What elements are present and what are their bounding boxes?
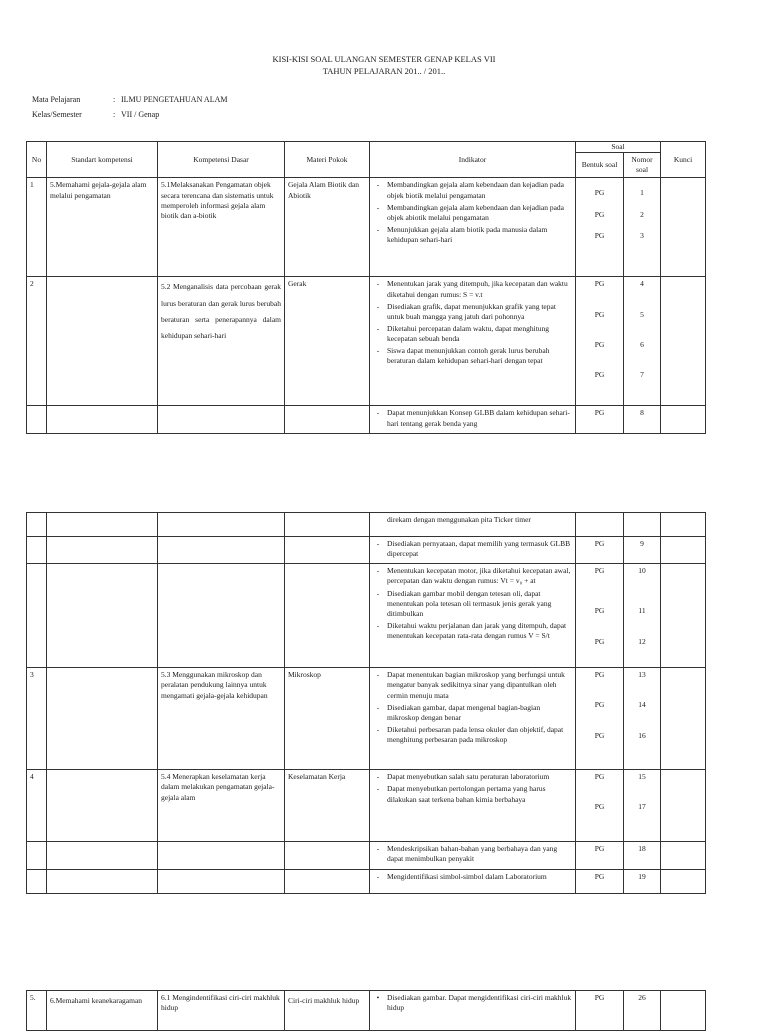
indikator-item: - Membandingkan gejala alam kebendaan dan kejadian pada objek biotik melalui pengamatan (376, 180, 565, 200)
standar-kompetensi (47, 668, 158, 770)
standar-kompetensi (47, 277, 158, 406)
kunci-cell (661, 277, 706, 406)
nomor-soal-cell: 4 5 6 7 (624, 277, 661, 406)
indikator-list (370, 564, 576, 668)
bentuk-soal-cell: PG PG PG (576, 564, 624, 668)
materi-pokok: Ciri-ciri makhluk hidup (285, 991, 370, 1031)
indikator-list (370, 537, 576, 564)
nomor-soal-cell: 19 (624, 869, 661, 893)
nomor-soal-cell: 9 (624, 537, 661, 564)
class-separator: : (113, 110, 116, 119)
indikator-item: - Siswa dapat menunjukkan contoh gerak lurus berubah beraturan dalam kehidupan sehari-hari dengan tepat (376, 346, 550, 366)
table-row (27, 564, 706, 668)
indikator-item: - Dapat menyebutkan pertolongan pertama yang harus dilakukan saat terkena bahan kimia berbahaya (376, 784, 546, 804)
row-no: 3 (27, 668, 47, 770)
row-no (27, 842, 47, 869)
indikator-item: - Diketahui percepatan dalam waktu, dapat menghitung kecepatan sebuah benda (376, 323, 550, 343)
nomor-soal-cell: 15 17 (624, 770, 661, 842)
indikator-item: - Membandingkan gejala alam kebendaan dan kejadian pada objek abiotik melalui pengamatan (376, 202, 565, 222)
bentuk-soal-cell: PG PG PG PG (576, 277, 624, 406)
col-soal: Soal (576, 142, 661, 153)
col-no: No (27, 142, 47, 178)
table-row (27, 842, 706, 869)
indikator-item: - Disediakan grafik, dapat menunjukkan grafik yang tepat untuk buah mangga yang jatuh dari pohonnya (376, 301, 556, 321)
kompetensi-dasar (158, 537, 285, 564)
nomor-soal-cell: 1 2 3 (624, 178, 661, 277)
col-indikator: Indikator (370, 142, 576, 178)
indikator-list (370, 842, 576, 869)
kompetensi-dasar (158, 406, 285, 433)
table-row (27, 513, 706, 537)
kompetensi-dasar: 6.1 Mengindentifikasi ciri-ciri makhluk hidup (158, 991, 285, 1031)
col-bentuk-soal: Bentuk soal (576, 153, 624, 178)
bentuk-soal-cell (576, 513, 624, 537)
indikator-item: - Diketahui perbesaran pada lensa okuler dan objektif, dapat menghitung perbesaran pada mikroskop (376, 724, 564, 744)
kompetensi-dasar (158, 564, 285, 668)
col-nomor-soal: Nomor soal (624, 153, 661, 178)
bentuk-soal-cell: PG PG PG (576, 668, 624, 770)
table-row (27, 178, 706, 277)
subject-separator: : (113, 95, 116, 104)
nomor-soal-cell: 8 (624, 406, 661, 433)
kunci-cell (661, 668, 706, 770)
materi-pokok: Gejala Alam Biotik dan Abiotik (285, 178, 370, 277)
indikator-item: - Disediakan gambar mobil dengan tetesan oli, dapat menentukan pola tetesan oli termasuk jenis gerak yang ditimbulkan (376, 588, 552, 618)
indikator-item: - Diketahui waktu perjalanan dan jarak yang ditempuh, dapat menentukan kecepatan rata-rata dengan rumus V = S/t (376, 620, 567, 640)
materi-pokok (285, 564, 370, 668)
materi-pokok (285, 537, 370, 564)
indikator-item: direkam dengan menggunakan pita Ticker timer (387, 515, 531, 524)
indikator-list (370, 277, 576, 406)
kunci-cell (661, 869, 706, 893)
standar-kompetensi (47, 770, 158, 842)
row-no (27, 564, 47, 668)
standar-kompetensi: 5.Memahami gejala-gejala alam melalui pengamatan (47, 178, 158, 277)
kisi-table-page-1 (26, 141, 706, 434)
standar-kompetensi (47, 537, 158, 564)
standar-kompetensi (47, 564, 158, 668)
kunci-cell (661, 537, 706, 564)
materi-pokok: Keselamatan Kerja (285, 770, 370, 842)
nomor-soal-cell: 10 11 12 (624, 564, 661, 668)
row-no (27, 513, 47, 537)
kunci-cell (661, 564, 706, 668)
indikator-list (370, 668, 576, 770)
row-no: 1 (27, 178, 47, 277)
table-row (27, 770, 706, 842)
table-row (27, 991, 706, 1031)
col-standar-kompetensi: Standart kompetensi (47, 142, 158, 178)
kunci-cell (661, 513, 706, 537)
bentuk-soal-cell: PG PG (576, 770, 624, 842)
indikator-list (370, 991, 576, 1031)
nomor-soal-cell: 13 14 16 (624, 668, 661, 770)
indikator-item: - Menunjukkan gejala alam biotik pada manusia dalam kehidupan sehari-hari (376, 224, 548, 244)
standar-kompetensi (47, 869, 158, 893)
standar-kompetensi (47, 513, 158, 537)
materi-pokok (285, 406, 370, 433)
document-subtitle: TAHUN PELAJARAN 201.. / 201.. (322, 66, 446, 76)
standar-kompetensi (47, 842, 158, 869)
kompetensi-dasar (158, 842, 285, 869)
kompetensi-dasar (158, 513, 285, 537)
indikator-item: - Menentukan jarak yang ditempuh, jika kecepatan dan waktu diketahui dengan rumus: S = v.t (376, 279, 568, 299)
bentuk-soal-cell: PG (576, 869, 624, 893)
bentuk-soal-cell: PG PG PG (576, 178, 624, 277)
row-no: 4 (27, 770, 47, 842)
kunci-cell (661, 991, 706, 1031)
header-row (27, 142, 706, 153)
indikator-list (370, 178, 576, 277)
nomor-soal-cell (624, 513, 661, 537)
kunci-cell (661, 842, 706, 869)
table-row (27, 277, 706, 406)
indikator-item: - Dapat menunjukkan Konsep GLBB dalam kehidupan sehari-hari tentang gerak benda yang (376, 408, 570, 428)
indikator-item: - Dapat menyebutkan salah satu peraturan laboratorium (376, 772, 550, 782)
table-row (27, 869, 706, 893)
subject-label: Mata Pelajaran (32, 95, 81, 104)
class-label: Kelas/Semester (32, 110, 82, 119)
subject-value: ILMU PENGETAHUAN ALAM (121, 95, 228, 104)
row-no (27, 537, 47, 564)
bentuk-soal-cell: PG (576, 991, 624, 1031)
row-no: 2 (27, 277, 47, 406)
kompetensi-dasar: 5.2 Menganalisis data percobaan gerak lurus beraturan dan gerak lurus berubah beraturan serta penerapannya dalam kehidupan sehari-hari (158, 277, 285, 406)
kompetensi-dasar (158, 869, 285, 893)
nomor-soal-cell: 18 (624, 842, 661, 869)
row-no: 5. (27, 991, 47, 1031)
indikator-item: - Mengidentifikasi simbol-simbol dalam Laboratorium (376, 871, 547, 881)
indikator-item: • Disediakan gambar. Dapat mengidentifikasi ciri-ciri makhluk hidup (376, 993, 572, 1013)
kompetensi-dasar: 5.1Melaksanakan Pengamatan objek secara terencana dan sistematis untuk memperoleh informasi gejala alam biotik dan a-biotik (158, 178, 285, 277)
indikator-list (370, 869, 576, 893)
standar-kompetensi (47, 406, 158, 433)
indikator-item: - Mendeskripsikan bahan-bahan yang berbahaya dan yang dapat menimbulkan penyakit (376, 844, 558, 864)
kunci-cell (661, 770, 706, 842)
table-row (27, 406, 706, 433)
indikator-item: - Menentukan kecepatan motor, jika diketahui kecepatan awal, percepatan dan waktu dengan rumus: Vt = v₀ + at (376, 566, 571, 586)
row-no (27, 406, 47, 433)
document-title: KISI-KISI SOAL ULANGAN SEMESTER GENAP KELAS VII (272, 54, 496, 64)
kunci-cell (661, 178, 706, 277)
materi-pokok: Gerak (285, 277, 370, 406)
kompetensi-dasar: 5.4 Menerapkan keselamatan kerja dalam melakukan pengamatan gejala-gejala alam (158, 770, 285, 842)
bentuk-soal-cell: PG (576, 842, 624, 869)
standar-kompetensi: 6.Memahami keanekaragaman (47, 991, 158, 1031)
kisi-table-page-2 (26, 512, 706, 894)
row-no (27, 869, 47, 893)
class-value: VII / Genap (121, 110, 160, 119)
kisi-table-page-3 (26, 990, 706, 1031)
indikator-list (370, 770, 576, 842)
kompetensi-dasar: 5.3 Menggunakan mikroskop dan peralatan pendukung lainnya untuk mengamati gejala-gejala kehidupan (158, 668, 285, 770)
nomor-soal-cell: 26 (624, 991, 661, 1031)
bentuk-soal-cell: PG (576, 537, 624, 564)
table-row (27, 537, 706, 564)
materi-pokok (285, 842, 370, 869)
indikator-item: - Dapat menentukan bagian mikroskop yang berfungsi untuk mengatur banyak sedikitnya sinar yang dipantulkan oleh cermin menuju mata (376, 670, 565, 700)
col-kunci: Kunci (661, 142, 706, 178)
bentuk-soal-cell: PG (576, 406, 624, 433)
indikator-item: - Disediakan pernyataan, dapat memilih yang termasuk GLBB dipercepat (376, 539, 571, 559)
indikator-item: - Disediakan gambar, dapat mengenal bagian-bagian mikroskop dengan benar (376, 702, 541, 722)
kunci-cell (661, 406, 706, 433)
indikator-list (370, 513, 576, 537)
col-kompetensi-dasar: Kompetensi Dasar (158, 142, 285, 178)
materi-pokok (285, 513, 370, 537)
col-materi-pokok: Materi Pokok (285, 142, 370, 178)
materi-pokok: Mikroskop (285, 668, 370, 770)
indikator-list (370, 406, 576, 433)
materi-pokok (285, 869, 370, 893)
table-row (27, 668, 706, 770)
